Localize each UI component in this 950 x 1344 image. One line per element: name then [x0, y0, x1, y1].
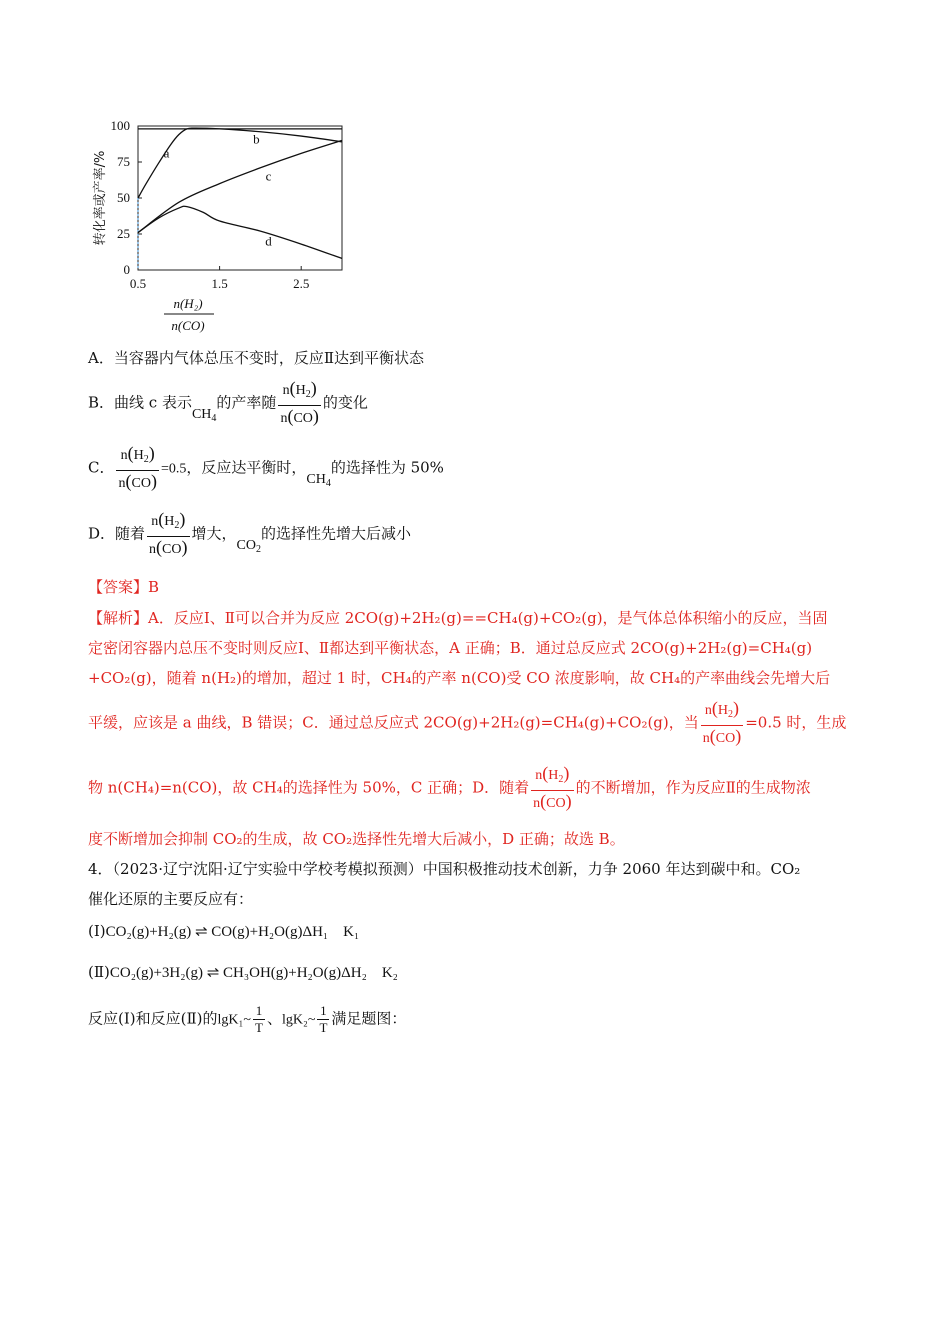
- h2-co-ratio: $\frac{n(H_2)}{n(CO)}$: [280, 378, 319, 426]
- h2-co-ratio: $\frac{n(H_2)}{n(CO)}$: [118, 443, 157, 491]
- ch4-formula: $CH_4$: [306, 471, 331, 489]
- inverse-t-fraction: $\frac{1}{T}$: [319, 1003, 328, 1035]
- x-axis-label-numerator: n(H₂): [173, 296, 203, 311]
- curve-label-a: a: [163, 145, 170, 161]
- inverse-t-fraction: $\frac{1}{T}$: [255, 1003, 263, 1035]
- co2-formula: $CO_2$: [236, 537, 261, 555]
- reaction-2: (Ⅱ)CO₂(g)+3H₂(g) ⇌ CH₃OH(g)+H₂O(g)ΔH₂ K₂: [88, 963, 398, 981]
- conversion-yield-chart: [86, 110, 356, 335]
- question-4-line-2: 催化还原的主要反应有：: [88, 890, 254, 908]
- curve-label-d: d: [265, 233, 272, 249]
- option-a: A．当容器内气体总压不变时，反应Ⅱ达到平衡状态: [88, 349, 425, 367]
- series-line-d: [138, 206, 342, 258]
- y-axis-label: 转化率或产率/%: [93, 150, 108, 246]
- analysis-line-4: 平缓，应该是 a 曲线，B 错误；C．通过总反应式 2CO(g)+2H₂(g)=CH₄(g)+CO₂(g)，当 $\frac{n(H_2)}{n(CO)}$ =0.5 时，生成: [88, 698, 846, 749]
- analysis-line-3: +CO₂(g)，随着 n(H₂)的增加，超过 1 时，CH₄的产率 n(CO)受 CO 浓度影响，故 CH₄的产率曲线会先增大后: [88, 669, 831, 687]
- y-tick-label: 75: [117, 154, 130, 169]
- x-tick-label: 0.5: [129, 276, 147, 291]
- analysis-line-2: 定密闭容器内总压不变时则反应Ⅰ、Ⅱ都达到平衡状态，A 正确；B．通过总反应式 2CO(g)+2H₂(g)=CH₄(g): [88, 639, 813, 657]
- h2-co-ratio: $\frac{n(H_2)}{n(CO)}$: [702, 698, 742, 746]
- h2-co-ratio: $\frac{n(H_2)}{n(CO)}$: [533, 763, 572, 811]
- curve-label-b: b: [253, 131, 260, 147]
- x-tick-label: 1.5: [211, 276, 228, 291]
- question-4-line-5: 反应(Ⅰ)和反应(Ⅱ)的lgK₁~ $\frac{1}{T}$ 、lgK₂~ $\frac{1}{T}$ 满足题图：: [88, 1003, 407, 1035]
- analysis-line-6: 度不断增加会抑制 CO₂的生成，故 CO₂选择性先增大后减小，D 正确；故选 B。: [88, 830, 625, 848]
- question-4-line-1: 4．（2023·辽宁沈阳·辽宁实验中学校考模拟预测）中国积极推动技术创新，力争 2060 年达到碳中和。CO₂: [88, 860, 801, 878]
- y-tick-label: 25: [117, 226, 130, 241]
- curve-label-c: c: [265, 168, 272, 184]
- option-d: D．随着 $\frac{n(H_2)}{n(CO)}$ 增大，$CO_2$的选择性先增大后减小: [88, 509, 411, 560]
- reaction-1: (Ⅰ)CO₂(g)+H₂(g) ⇌ CO(g)+H₂O(g)ΔH₁ K₁: [88, 922, 360, 940]
- x-tick-label: 2.5: [293, 276, 310, 291]
- h2-co-ratio: $\frac{n(H_2)}{n(CO)}$: [149, 509, 188, 557]
- x-axis-label-denominator: n(CO): [171, 318, 205, 333]
- y-tick-label: 0: [123, 262, 130, 277]
- analysis-line-1: 【解析】A．反应Ⅰ、Ⅱ可以合并为反应 2CO(g)+2H₂(g)==CH₄(g)+CO₂(g)，是气体总体积缩小的反应，当固: [88, 609, 828, 627]
- y-tick-label: 50: [117, 190, 130, 205]
- series-line-a: [138, 128, 342, 198]
- y-tick-label: 100: [110, 118, 130, 133]
- answer: 【答案】B: [88, 578, 160, 596]
- option-b: B．曲线 c 表示$CH_4$的产率随 $\frac{n(H_2)}{n(CO)}$ 的变化: [88, 378, 368, 429]
- analysis-line-5: 物 n(CH₄)=n(CO)，故 CH₄的选择性为 50%，C 正确；D．随着 $\frac{n(H_2)}{n(CO)}$ 的不断增加，作为反应Ⅱ的生成物浓: [88, 763, 811, 814]
- ch4-formula: $CH_4$: [191, 406, 217, 424]
- option-c: C． $\frac{n(H_2)}{n(CO)}$ =0.5，反应达平衡时，$CH_4$的选择性为 50%: [88, 443, 444, 494]
